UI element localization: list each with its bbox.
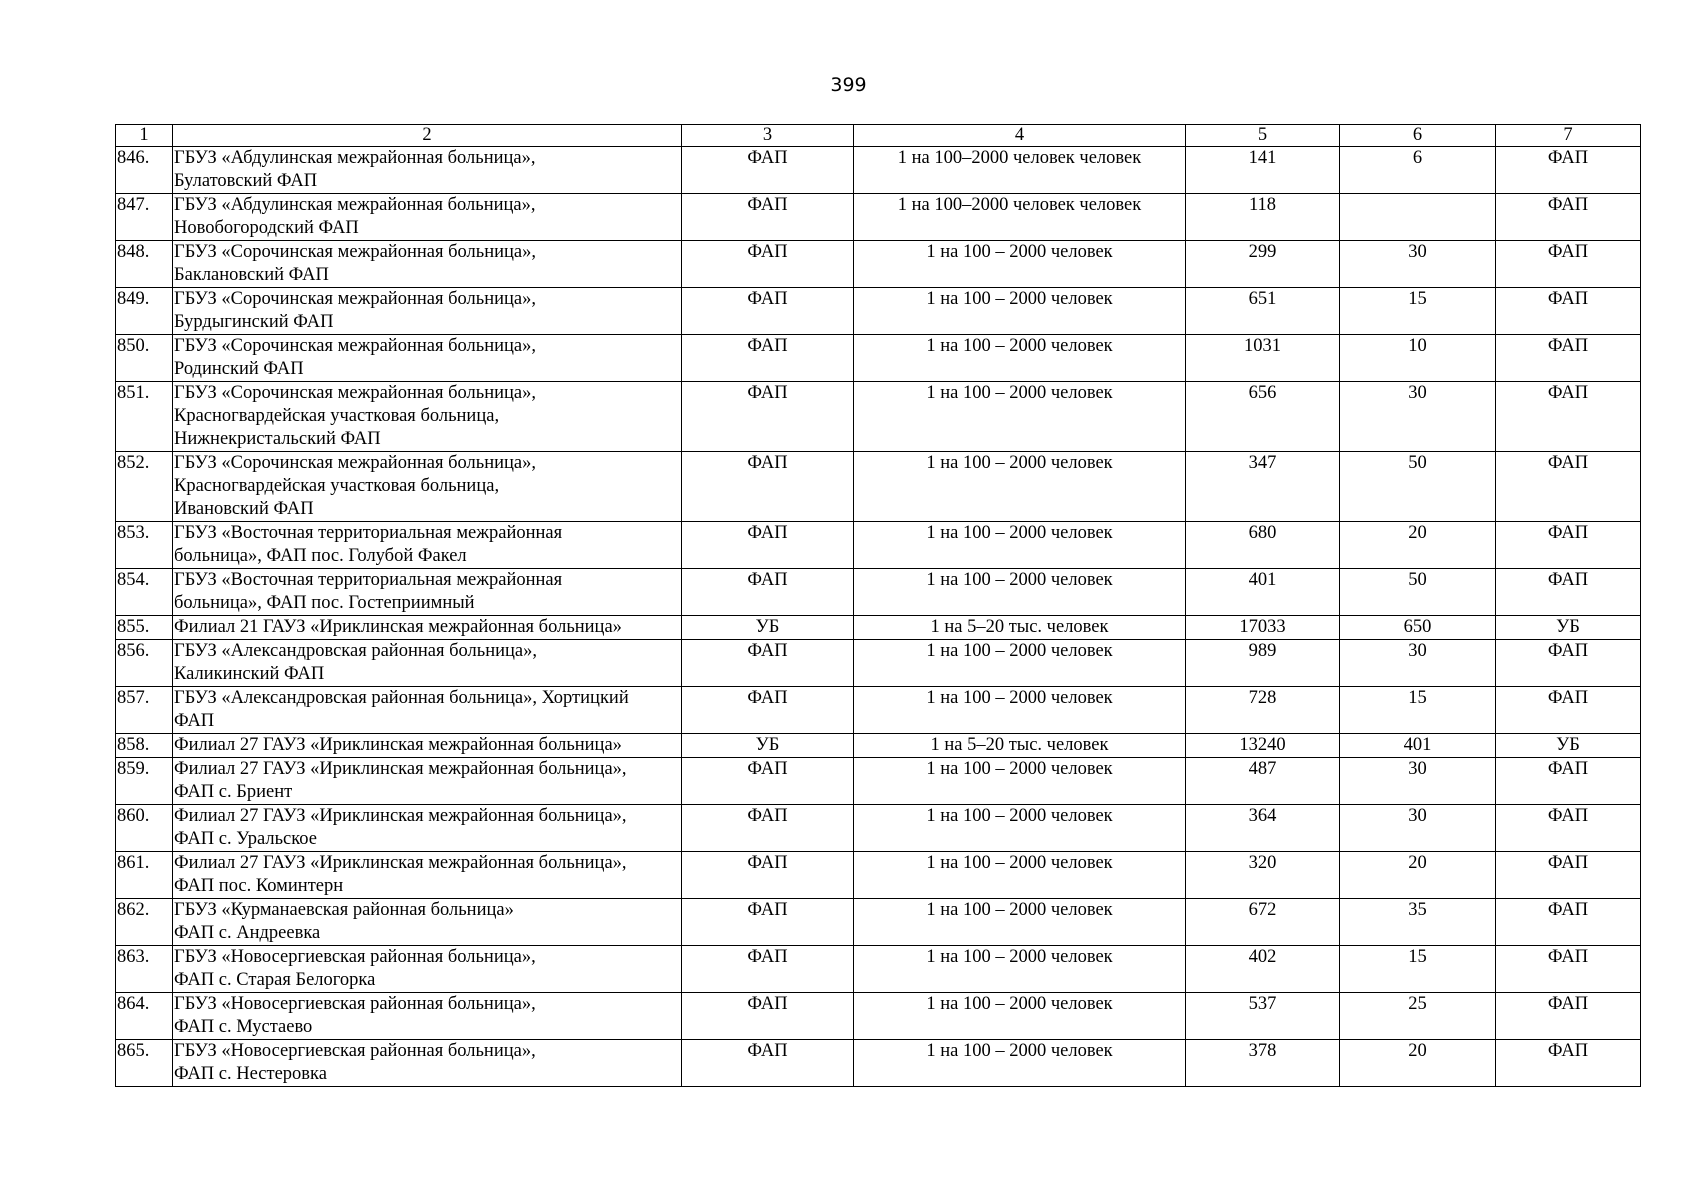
facility-name: [173, 382, 682, 452]
facility-type: УБ: [682, 616, 854, 640]
distance-value: 30: [1340, 640, 1496, 687]
distance-value: 50: [1340, 569, 1496, 616]
row-number: 861.: [116, 852, 173, 899]
norm-value: 1 на 100 – 2000 человек: [854, 852, 1186, 899]
population-value: 17033: [1186, 616, 1340, 640]
norm-value: 1 на 5–20 тыс. человек: [854, 616, 1186, 640]
population-value: 364: [1186, 805, 1340, 852]
facility-name: [173, 522, 682, 569]
facility-name-line: ГБУЗ «Сорочинская межрайонная больница»,: [174, 336, 536, 356]
row-number: 856.: [116, 640, 173, 687]
facility-name-line: Нижнекристальский ФАП: [174, 429, 381, 449]
population-value: 13240: [1186, 734, 1340, 758]
row-number: 854.: [116, 569, 173, 616]
facility-name: [173, 758, 682, 805]
facility-name: [173, 946, 682, 993]
distance-value: 30: [1340, 241, 1496, 288]
facility-type: ФАП: [682, 687, 854, 734]
distance-value: 15: [1340, 288, 1496, 335]
row-number: 855.: [116, 616, 173, 640]
facility-type: ФАП: [682, 569, 854, 616]
norm-value: 1 на 100 – 2000 человек: [854, 993, 1186, 1040]
facility-type: ФАП: [682, 640, 854, 687]
distance-value: 10: [1340, 335, 1496, 382]
result-type: УБ: [1496, 734, 1641, 758]
facility-name-line: больница», ФАП пос. Гостеприимный: [174, 593, 475, 613]
table-row: [116, 616, 1641, 640]
result-type: ФАП: [1496, 640, 1641, 687]
population-value: 1031: [1186, 335, 1340, 382]
column-header: 4: [854, 125, 1186, 147]
facility-name-line: Филиал 27 ГАУЗ «Ириклинская межрайонная больница»,: [174, 759, 627, 779]
facility-type: ФАП: [682, 452, 854, 522]
facility-name-line: Булатовский ФАП: [174, 171, 318, 191]
result-type: ФАП: [1496, 288, 1641, 335]
facility-name-line: ГБУЗ «Восточная территориальная межрайонная: [174, 523, 563, 543]
norm-value: 1 на 100 – 2000 человек: [854, 335, 1186, 382]
table-row: [116, 899, 1641, 946]
distance-value: [1340, 194, 1496, 241]
facility-name-line: ГБУЗ «Новосергиевская районная больница»,: [174, 994, 536, 1014]
row-number: 847.: [116, 194, 173, 241]
norm-value: 1 на 100 – 2000 человек: [854, 241, 1186, 288]
population-value: 347: [1186, 452, 1340, 522]
header-row: [116, 125, 1641, 147]
table-row: [116, 335, 1641, 382]
column-header: 6: [1340, 125, 1496, 147]
distance-value: 30: [1340, 805, 1496, 852]
row-number: 852.: [116, 452, 173, 522]
distance-value: 35: [1340, 899, 1496, 946]
row-number: 865.: [116, 1040, 173, 1087]
population-value: 141: [1186, 147, 1340, 194]
facility-name-line: ГБУЗ «Сорочинская межрайонная больница»,: [174, 383, 536, 403]
facility-name-line: ГБУЗ «Абдулинская межрайонная больница»,: [174, 195, 536, 215]
population-value: 118: [1186, 194, 1340, 241]
facility-type: ФАП: [682, 805, 854, 852]
facility-name-line: ГБУЗ «Восточная территориальная межрайонная: [174, 570, 563, 590]
population-value: 989: [1186, 640, 1340, 687]
table-row: [116, 993, 1641, 1040]
facility-name-line: ФАП с. Старая Белогорка: [174, 970, 376, 990]
population-value: 299: [1186, 241, 1340, 288]
facility-name-line: Красногвардейская участковая больница,: [174, 406, 500, 426]
row-number: 858.: [116, 734, 173, 758]
result-type: ФАП: [1496, 194, 1641, 241]
facility-name-line: ГБУЗ «Абдулинская межрайонная больница»,: [174, 148, 536, 168]
facility-name-line: Баклановский ФАП: [174, 265, 329, 285]
row-number: 859.: [116, 758, 173, 805]
result-type: ФАП: [1496, 382, 1641, 452]
facility-type: ФАП: [682, 382, 854, 452]
facility-name: [173, 147, 682, 194]
facility-type: ФАП: [682, 852, 854, 899]
facility-name: [173, 335, 682, 382]
result-type: ФАП: [1496, 687, 1641, 734]
column-header: 1: [116, 125, 173, 147]
table-body: [116, 147, 1641, 1087]
distance-value: 20: [1340, 1040, 1496, 1087]
facility-name-line: Филиал 27 ГАУЗ «Ириклинская межрайонная больница»: [174, 735, 622, 755]
facility-type: ФАП: [682, 993, 854, 1040]
table-row: [116, 805, 1641, 852]
column-header: 7: [1496, 125, 1641, 147]
facility-name-line: ГБУЗ «Сорочинская межрайонная больница»,: [174, 289, 536, 309]
norm-value: 1 на 100 – 2000 человек: [854, 569, 1186, 616]
facility-name-line: ГБУЗ «Александровская районная больница»,: [174, 641, 537, 661]
norm-value: 1 на 5–20 тыс. человек: [854, 734, 1186, 758]
population-value: 537: [1186, 993, 1340, 1040]
norm-value: 1 на 100 – 2000 человек: [854, 805, 1186, 852]
row-number: 848.: [116, 241, 173, 288]
table-row: [116, 1040, 1641, 1087]
facility-type: УБ: [682, 734, 854, 758]
table-row: [116, 147, 1641, 194]
table-row: [116, 687, 1641, 734]
norm-value: 1 на 100 – 2000 человек: [854, 640, 1186, 687]
row-number: 846.: [116, 147, 173, 194]
norm-value: 1 на 100 – 2000 человек: [854, 758, 1186, 805]
row-number: 857.: [116, 687, 173, 734]
table-row: [116, 241, 1641, 288]
distance-value: 401: [1340, 734, 1496, 758]
result-type: ФАП: [1496, 946, 1641, 993]
page-number: 399: [830, 74, 867, 96]
column-header: 3: [682, 125, 854, 147]
norm-value: 1 на 100 – 2000 человек: [854, 687, 1186, 734]
facility-name-line: ГБУЗ «Сорочинская межрайонная больница»,: [174, 453, 536, 473]
population-value: 320: [1186, 852, 1340, 899]
facility-name: [173, 687, 682, 734]
facility-name-line: ГБУЗ «Новосергиевская районная больница»,: [174, 1041, 536, 1061]
facility-name: [173, 899, 682, 946]
facility-name-line: Филиал 27 ГАУЗ «Ириклинская межрайонная больница»,: [174, 853, 627, 873]
facility-name-line: ГБУЗ «Курманаевская районная больница»: [174, 900, 514, 920]
row-number: 860.: [116, 805, 173, 852]
table-row: [116, 522, 1641, 569]
column-header: 2: [173, 125, 682, 147]
population-value: 378: [1186, 1040, 1340, 1087]
table-row: [116, 734, 1641, 758]
facility-name-line: ФАП пос. Коминтерн: [174, 876, 344, 896]
facility-type: ФАП: [682, 288, 854, 335]
facility-name: [173, 805, 682, 852]
facility-name-line: ГБУЗ «Александровская районная больница», Хортицкий: [174, 688, 629, 708]
facility-name-line: Родинский ФАП: [174, 359, 304, 379]
facility-name: [173, 452, 682, 522]
population-value: 680: [1186, 522, 1340, 569]
table-row: [116, 569, 1641, 616]
population-value: 402: [1186, 946, 1340, 993]
facility-name: [173, 569, 682, 616]
facility-name: [173, 241, 682, 288]
distance-value: 30: [1340, 382, 1496, 452]
result-type: ФАП: [1496, 147, 1641, 194]
facility-name: [173, 640, 682, 687]
result-type: ФАП: [1496, 899, 1641, 946]
row-number: 849.: [116, 288, 173, 335]
row-number: 851.: [116, 382, 173, 452]
facility-name: [173, 852, 682, 899]
norm-value: 1 на 100 – 2000 человек: [854, 288, 1186, 335]
table-row: [116, 946, 1641, 993]
facility-type: ФАП: [682, 194, 854, 241]
distance-value: 50: [1340, 452, 1496, 522]
column-header: 5: [1186, 125, 1340, 147]
facility-name-line: ФАП с. Нестеровка: [174, 1064, 327, 1084]
distance-value: 20: [1340, 522, 1496, 569]
norm-value: 1 на 100–2000 человек человек: [854, 194, 1186, 241]
row-number: 850.: [116, 335, 173, 382]
facility-name-line: ФАП с. Уральское: [174, 829, 317, 849]
result-type: ФАП: [1496, 452, 1641, 522]
row-number: 863.: [116, 946, 173, 993]
result-type: ФАП: [1496, 805, 1641, 852]
facility-type: ФАП: [682, 899, 854, 946]
facility-name-line: больница», ФАП пос. Голубой Факел: [174, 546, 467, 566]
facility-type: ФАП: [682, 335, 854, 382]
row-number: 862.: [116, 899, 173, 946]
table-row: [116, 758, 1641, 805]
facility-type: ФАП: [682, 1040, 854, 1087]
facility-name-line: ФАП с. Андреевка: [174, 923, 321, 943]
result-type: ФАП: [1496, 522, 1641, 569]
facility-name-line: Красногвардейская участковая больница,: [174, 476, 500, 496]
table-row: [116, 382, 1641, 452]
population-value: 728: [1186, 687, 1340, 734]
norm-value: 1 на 100 – 2000 человек: [854, 382, 1186, 452]
norm-value: 1 на 100 – 2000 человек: [854, 452, 1186, 522]
table-row: [116, 288, 1641, 335]
facility-name-line: Ивановский ФАП: [174, 499, 314, 519]
facility-name: [173, 734, 682, 758]
result-type: ФАП: [1496, 569, 1641, 616]
row-number: 864.: [116, 993, 173, 1040]
population-value: 487: [1186, 758, 1340, 805]
facility-name-line: ГБУЗ «Сорочинская межрайонная больница»,: [174, 242, 536, 262]
facility-type: ФАП: [682, 946, 854, 993]
result-type: ФАП: [1496, 1040, 1641, 1087]
facility-type: ФАП: [682, 147, 854, 194]
facility-type: ФАП: [682, 522, 854, 569]
data-table: [115, 124, 1641, 1087]
distance-value: 15: [1340, 687, 1496, 734]
population-value: 656: [1186, 382, 1340, 452]
facility-name: [173, 1040, 682, 1087]
facility-name-line: Бурдыгинский ФАП: [174, 312, 334, 332]
facility-name-line: Каликинский ФАП: [174, 664, 325, 684]
result-type: ФАП: [1496, 758, 1641, 805]
row-number: 853.: [116, 522, 173, 569]
facility-type: ФАП: [682, 758, 854, 805]
result-type: УБ: [1496, 616, 1641, 640]
result-type: ФАП: [1496, 993, 1641, 1040]
table-row: [116, 852, 1641, 899]
facility-name-line: Филиал 21 ГАУЗ «Ириклинская межрайонная больница»: [174, 617, 622, 637]
distance-value: 6: [1340, 147, 1496, 194]
facility-name: [173, 993, 682, 1040]
norm-value: 1 на 100 – 2000 человек: [854, 522, 1186, 569]
facility-name-line: ФАП с. Бриент: [174, 782, 293, 802]
population-value: 401: [1186, 569, 1340, 616]
result-type: ФАП: [1496, 241, 1641, 288]
table-row: [116, 194, 1641, 241]
result-type: ФАП: [1496, 852, 1641, 899]
distance-value: 15: [1340, 946, 1496, 993]
facility-name-line: Филиал 27 ГАУЗ «Ириклинская межрайонная больница»,: [174, 806, 627, 826]
facility-type: ФАП: [682, 241, 854, 288]
facility-name-line: ФАП с. Мустаево: [174, 1017, 313, 1037]
norm-value: 1 на 100 – 2000 человек: [854, 1040, 1186, 1087]
facility-name-line: ГБУЗ «Новосергиевская районная больница»,: [174, 947, 536, 967]
population-value: 672: [1186, 899, 1340, 946]
table-row: [116, 640, 1641, 687]
distance-value: 30: [1340, 758, 1496, 805]
distance-value: 25: [1340, 993, 1496, 1040]
facility-name: [173, 288, 682, 335]
facility-name: [173, 194, 682, 241]
norm-value: 1 на 100 – 2000 человек: [854, 946, 1186, 993]
norm-value: 1 на 100–2000 человек человек: [854, 147, 1186, 194]
facility-name: [173, 616, 682, 640]
facility-name-line: Новобогородский ФАП: [174, 218, 359, 238]
result-type: ФАП: [1496, 335, 1641, 382]
population-value: 651: [1186, 288, 1340, 335]
distance-value: 650: [1340, 616, 1496, 640]
facility-name-line: ФАП: [174, 711, 215, 731]
distance-value: 20: [1340, 852, 1496, 899]
table-row: [116, 452, 1641, 522]
norm-value: 1 на 100 – 2000 человек: [854, 899, 1186, 946]
